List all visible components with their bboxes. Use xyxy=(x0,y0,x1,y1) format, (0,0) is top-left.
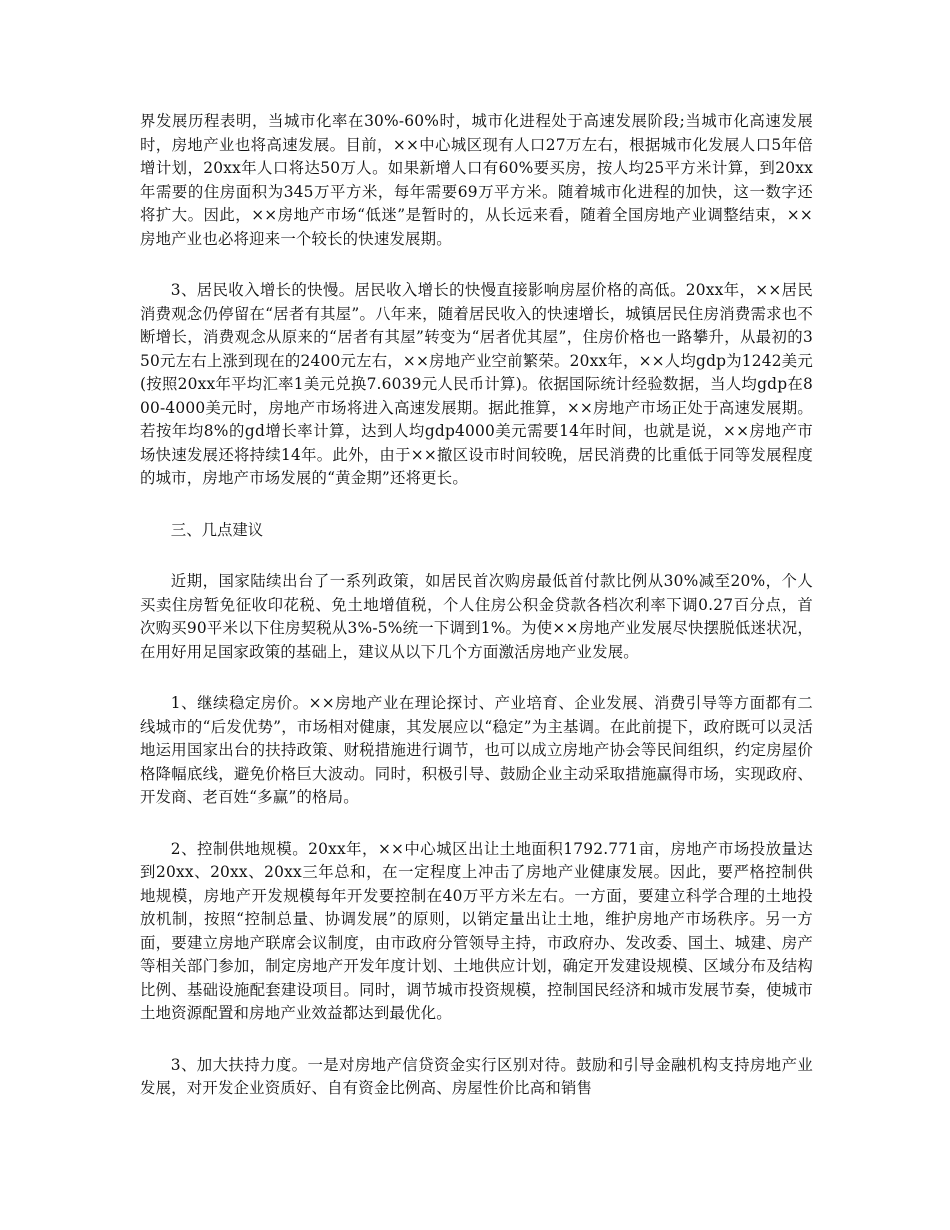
paragraph-gap xyxy=(140,251,813,279)
paragraph-gap xyxy=(140,491,813,519)
paragraph-income-growth: 3、居民收入增长的快慢。居民收入增长的快慢直接影响房屋价格的高低。20xx年，××居民消费观念仍停留在“居者有其屋”。八年来，随着居民收入的快速增长，城镇居民住房消费需求也不断增长，消费观念从原来的“居者有其屋”转变为“居者优其屋”，住房价格也一路攀升，从最初的350元左右上涨到现在的2400元左右，××房地产业空前繁荣。20xx年，××人均gdp为1242美元(按照20xx年平均汇率1美元兑换7.6039元人民币计算)。依据国际统计经验数据，当人均gdp在800-4000美元时，房地产市场将进入高速发展期。据此推算，××房地产市场正处于高速发展期。若按年均8%的gd增长率计算，达到人均gdp4000美元需要14年时间，也就是说，××房地产市场快速发展还将持续14年。此外，由于××撤区设市时间较晚，居民消费的比重低于同等发展程度的城市，房地产市场发展的“黄金期”还将更长。 xyxy=(140,281,813,487)
paragraph-stabilize-prices: 1、继续稳定房价。××房地产业在理论探讨、产业培育、企业发展、消费引导等方面都有二线城市的“后发优势”，市场相对健康，其发展应以“稳定”为主基调。在此前提下，政府既可以灵活地运用国家出台的扶持政策、财税措施进行调节，也可以成立房地产协会等民间组织，约定房屋价格降幅底线，避免价格巨大波动。同时，积极引导、鼓励企业主动采取措施赢得市场，实现政府、开发商、老百姓“多赢”的格局。 xyxy=(140,694,813,806)
paragraph-gap xyxy=(140,810,813,838)
paragraph-urbanization-continued: 界发展历程表明，当城市化率在30%-60%时，城市化进程处于高速发展阶段;当城市化高速发展时，房地产业也将高速发展。目前，××中心城区现有人口27万左右，根据城市化发展人口5年倍增计划，20xx年人口将达50万人。如果新增人口有60%要买房，按人均25平方米计算，到20xx年需要的住房面积为345万平方米，每年需要69万平方米。随着城市化进程的加快，这一数字还将扩大。因此，××房地产市场“低迷”是暂时的，从长远来看，随着全国房地产业调整结束，××房地产业也必将迎来一个较长的快速发展期。 xyxy=(140,112,813,248)
paragraph-support-measures: 3、加大扶持力度。一是对房地产信贷资金实行区别对待。鼓励和引导金融机构支持房地产业发展，对开发企业资质好、自有资金比例高、房屋性价比高和销售 xyxy=(140,1055,813,1097)
section-heading-suggestions: 三、几点建议 xyxy=(170,520,264,539)
paragraph-gap xyxy=(140,542,813,570)
document-page xyxy=(140,110,813,1101)
paragraph-gap xyxy=(140,1026,813,1054)
paragraph-gap xyxy=(140,664,813,692)
paragraph-national-policies: 近期，国家陆续出台了一系列政策，如居民首次购房最低首付款比例从30%减至20%，个人买卖住房暂免征收印花税、免土地增值税，个人住房公积金贷款各档次利率下调0.27百分点，首次购买90平米以下住房契税从3%-5%统一下调到1%。为使××房地产业发展尽快摆脱低迷状况，在用好用足国家政策的基础上，建议从以下几个方面激活房地产业发展。 xyxy=(140,572,813,661)
paragraph-land-supply: 2、控制供地规模。20xx年，××中心城区出让土地面积1792.771亩，房地产市场投放量达到20xx、20xx、20xx三年总和，在一定程度上冲击了房地产业健康发展。因此，要严格控制供地规模，房地产开发规模每年开发要控制在40万平方米左右。一方面，要建立科学合理的土地投放机制，按照“控制总量、协调发展”的原则，以销定量出让土地，维护房地产市场秩序。另一方面，要建立房地产联席会议制度，由市政府分管领导主持，市政府办、发改委、国土、城建、房产等相关部门参加，制定房地产开发年度计划、土地供应计划，确定开发建设规模、区域分布及结构比例、基础设施配套建设项目。同时，调节城市投资规模，控制国民经济和城市发展节奏，使城市土地资源配置和房地产业效益都达到最优化。 xyxy=(140,839,813,1022)
